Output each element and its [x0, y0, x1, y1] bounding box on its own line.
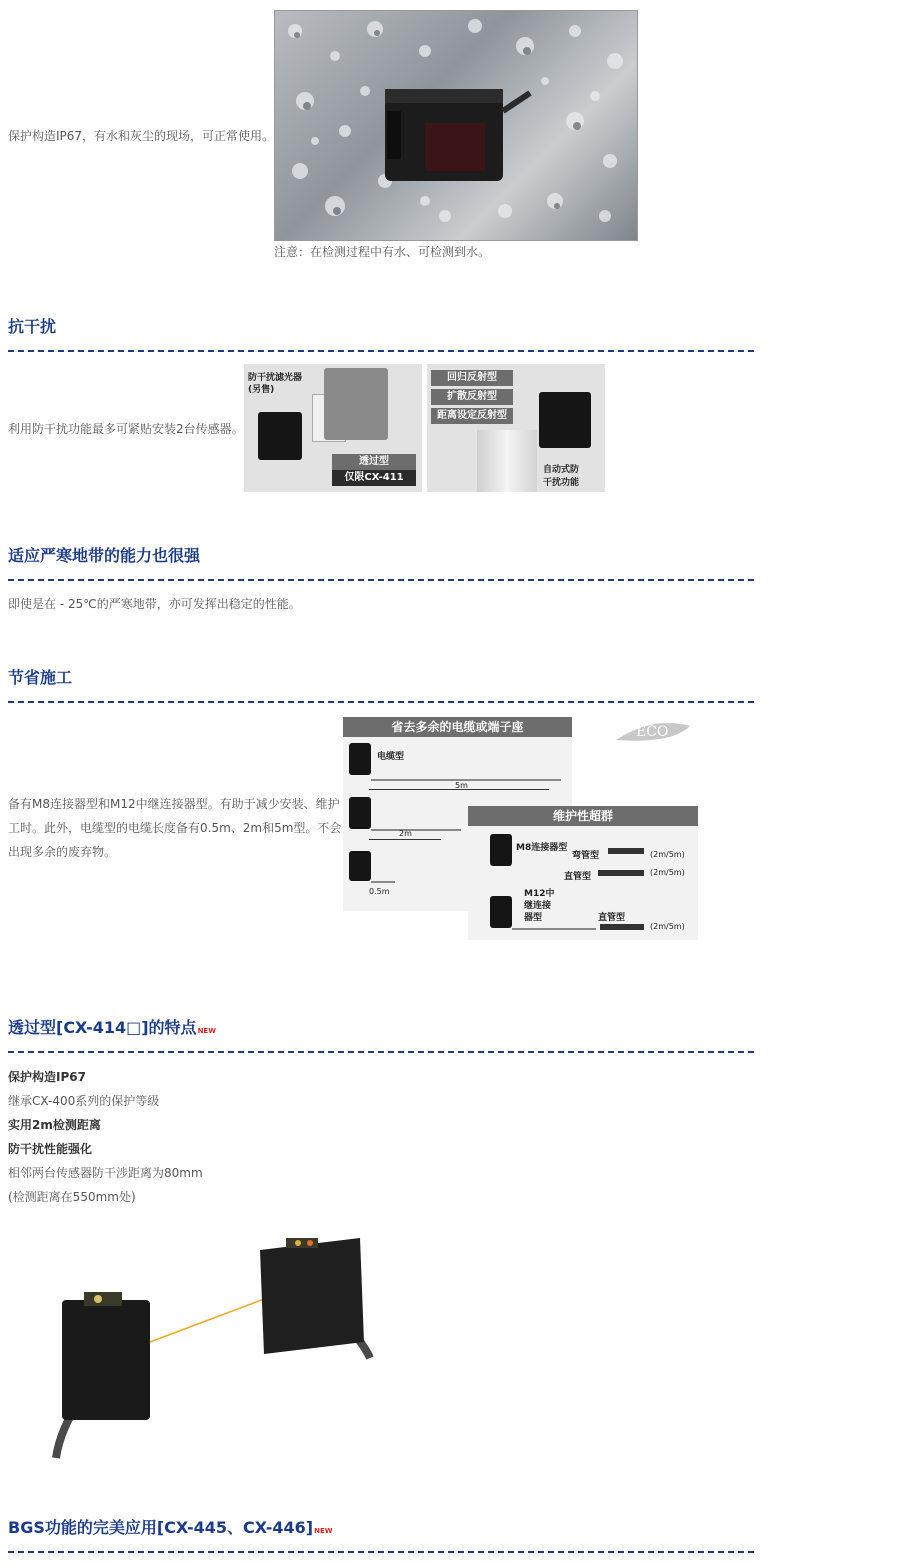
- sensor-image: [349, 851, 371, 881]
- interference-image-right: [427, 364, 605, 492]
- connector-image: [600, 924, 644, 930]
- feature-text: 相邻两台传感器防干涉距离为80mm: [8, 1166, 203, 1180]
- section-divider: [8, 1551, 754, 1553]
- section-title-bgs: [8, 1515, 332, 1538]
- section-title-interference: 抗干扰: [8, 317, 57, 336]
- filter-sub-label: (另售): [248, 385, 275, 395]
- maintenance-header: 维护性超群: [468, 806, 698, 826]
- length-5m: 5m: [455, 781, 468, 790]
- length-option: (2m/5m): [650, 850, 685, 859]
- connector-image: [598, 870, 644, 876]
- feature-text: 继承CX-400系列的保护等级: [8, 1094, 160, 1108]
- m12-label: M12中: [524, 889, 555, 899]
- length-0.5m: 0.5m: [369, 887, 390, 896]
- new-badge: NEW: [197, 1027, 216, 1035]
- cx411-label: 仅限CX-411: [332, 470, 416, 486]
- section-divider: [8, 1051, 754, 1053]
- sensor-image: [490, 834, 512, 866]
- dimension-line: [369, 789, 549, 790]
- sensor-image: [539, 392, 591, 448]
- cable-header: 省去多余的电缆或端子座: [343, 717, 572, 737]
- maintenance-panel: [468, 806, 698, 940]
- connector-image: [608, 848, 644, 854]
- section-title-thrubeam: [8, 1015, 216, 1038]
- filter-label: 防干扰滤光器: [248, 373, 303, 383]
- m12-label-3: 器型: [524, 913, 543, 923]
- sensor-image: [349, 743, 371, 775]
- feature-title: 实用2m检测距离: [8, 1118, 101, 1132]
- new-badge: NEW: [314, 1527, 333, 1535]
- thrubeam-sensor-photo: [40, 1230, 380, 1460]
- limited-reflective-label: 距离设定反射型: [431, 408, 513, 424]
- feature-note: (检测距离在550mm处): [8, 1190, 136, 1204]
- eco-badge: [612, 720, 692, 744]
- eco-label: ECO: [636, 724, 669, 740]
- reflector-plate: [477, 430, 537, 492]
- bent-label: 弯管型: [572, 851, 600, 861]
- feature-title: 保护构造IP67: [8, 1070, 86, 1084]
- sensor-image: [349, 797, 371, 829]
- section-divider: [8, 579, 754, 581]
- auto-interference-label: 自动式防: [543, 465, 580, 475]
- sensor-image: [490, 896, 512, 928]
- cable-line: [371, 829, 461, 831]
- retro-label: 回归反射型: [431, 370, 513, 386]
- straight-label-2: 直管型: [598, 913, 626, 923]
- m12-label-2: 继连接: [524, 901, 552, 911]
- length-2m: 2m: [399, 829, 412, 838]
- section-divider: [8, 350, 754, 352]
- interference-text: 利用防干扰功能最多可紧贴安装2台传感器。: [8, 422, 244, 436]
- interference-image-left: [244, 364, 422, 492]
- cable-type-label: 电缆型: [377, 752, 405, 762]
- section-title-cold: 适应严寒地带的能力也很强: [8, 546, 201, 565]
- section-divider: [8, 701, 754, 703]
- cable-line: [371, 881, 395, 883]
- length-option: (2m/5m): [650, 922, 685, 931]
- section-title-text: 透过型[CX-414□]的特点: [8, 1018, 197, 1037]
- ip67-note: 注意：在检测过程中有水、可检测到水。: [274, 245, 491, 259]
- water-drops-image: [275, 11, 637, 240]
- sensor-image: [258, 412, 302, 460]
- ip67-caption: 保护构造IP67，有水和灰尘的现场，可正常使用。: [8, 129, 275, 143]
- cold-text: 即使是在 - 25℃的严寒地带，亦可发挥出稳定的性能。: [8, 597, 301, 611]
- section-title-install: 节省施工: [8, 668, 73, 687]
- thrubeam-label: 透过型: [332, 454, 416, 470]
- feature-title: 防干扰性能强化: [8, 1142, 93, 1156]
- sensor-image: [324, 368, 388, 440]
- sensor-pair-image: [40, 1230, 380, 1460]
- ip67-photo: [274, 10, 638, 241]
- dimension-line: [369, 839, 441, 840]
- straight-label: 直管型: [564, 872, 592, 882]
- install-text: 备有M8连接器型和M12中继连接器型。有助于减少安装、维护工时。此外，电缆型的电缆长度备有0.5m、2m和5m型。不会出现多余的废弃物。: [8, 797, 342, 859]
- length-option: (2m/5m): [650, 868, 685, 877]
- m8-label: M8连接器型: [516, 843, 568, 853]
- cable-line: [512, 928, 596, 930]
- diffuse-label: 扩散反射型: [431, 389, 513, 405]
- section-title-text: BGS功能的完美应用[CX-445、CX-446]: [8, 1518, 314, 1537]
- auto-interference-label-2: 干扰功能: [543, 478, 580, 488]
